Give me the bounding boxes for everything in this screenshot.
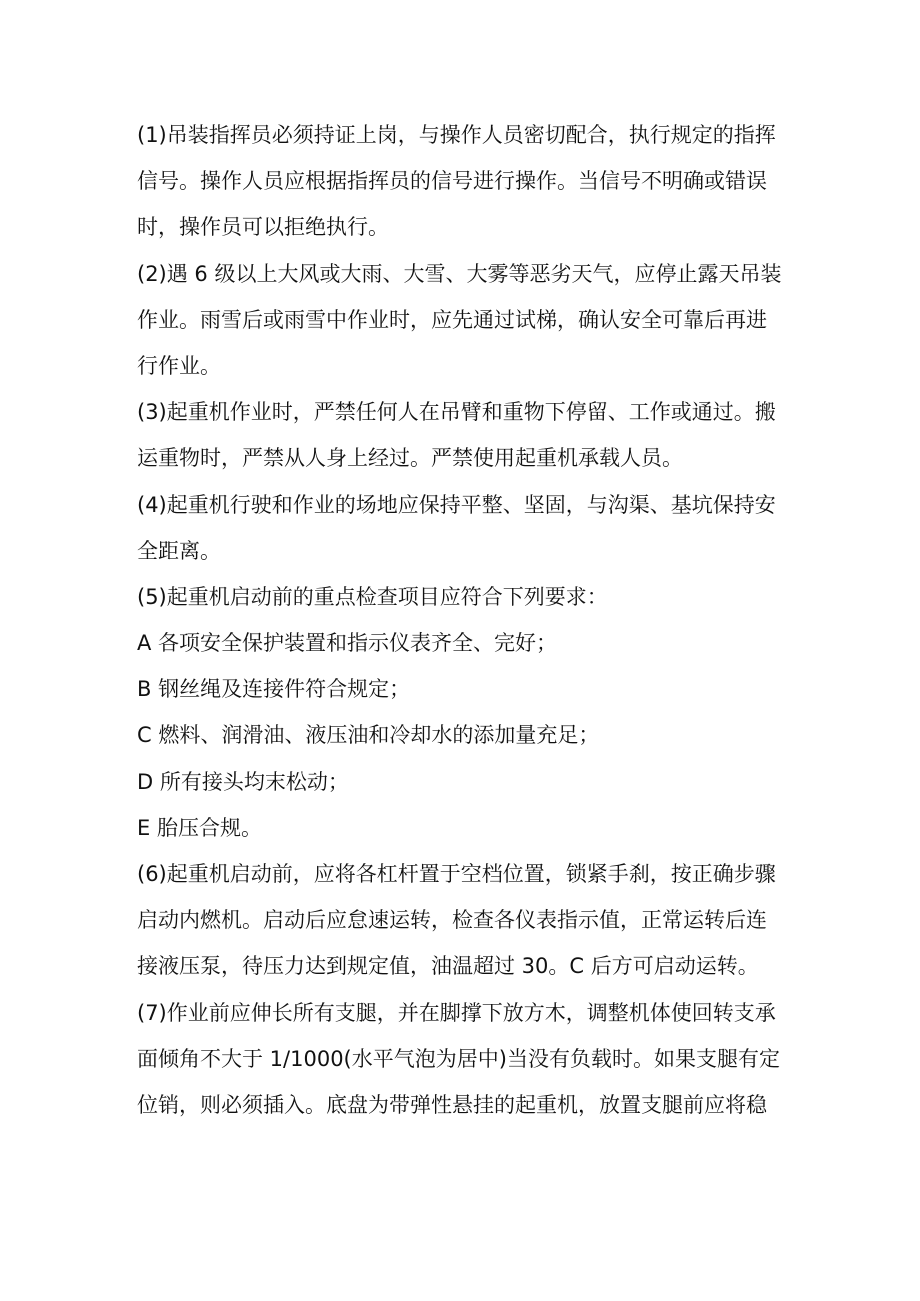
text-line: 面倾角不大于 1/1000(水平气泡为居中)当没有负载时。如果支腿有定 (137, 1046, 780, 1071)
text-line: 位销，则必须插入。底盘为带弹性悬挂的起重机，放置支腿前应将稳 (137, 1092, 767, 1117)
list-item: E 胎压合规。 (137, 815, 262, 840)
text-line: 行作业。 (137, 353, 221, 378)
text-line: 接液压泵，待压力达到规定值，油温超过 30。C 后方可启动运转。 (137, 954, 759, 979)
list-item: C 燃料、润滑油、液压油和冷却水的添加量充足； (137, 723, 600, 748)
text-line: (5)起重机启动前的重点检查项目应符合下列要求： (137, 584, 608, 609)
text-line: 作业。雨雪后或雨雪中作业时，应先通过试梯，确认安全可靠后再进 (137, 307, 767, 332)
list-item: A 各项安全保护装置和指示仪表齐全、完好； (137, 631, 558, 656)
list-item: B 钢丝绳及连接件符合规定； (137, 677, 411, 702)
text-line: 全距离。 (137, 538, 221, 563)
text-line: (1)吊装指挥员必须持证上岗，与操作人员密切配合，执行规定的指挥 (137, 123, 776, 147)
text-line: 信号。操作人员应根据指挥员的信号进行操作。当信号不明确或错误 (137, 169, 767, 194)
text-line: (6)起重机启动前，应将各杠杆置于空档位置，锁紧手刹，按正确步骤 (137, 862, 776, 886)
text-line: (4)起重机行驶和作业的场地应保持平整、坚固，与沟渠、基坑保持安 (137, 492, 776, 517)
text-line: (7)作业前应伸长所有支腿，并在脚撑下放方木，调整机体使回转支承 (137, 1000, 776, 1025)
text-line: 启动内燃机。启动后应怠速运转，检查各仪表指示值，正常运转后连 (137, 908, 767, 933)
text-line: 时，操作员可以拒绝执行。 (137, 215, 389, 240)
text-line: 运重物时，严禁从人身上经过。严禁使用起重机承载人员。 (137, 446, 683, 471)
text-line: (3)起重机作业时，严禁任何人在吊臂和重物下停留、工作或通过。搬 (137, 400, 776, 425)
list-item: D 所有接头均末松动； (137, 769, 349, 794)
document-body (137, 112, 797, 1128)
text-line: (2)遇 6 级以上大风或大雨、大雪、大雾等恶劣天气，应停止露天吊装 (137, 261, 782, 286)
